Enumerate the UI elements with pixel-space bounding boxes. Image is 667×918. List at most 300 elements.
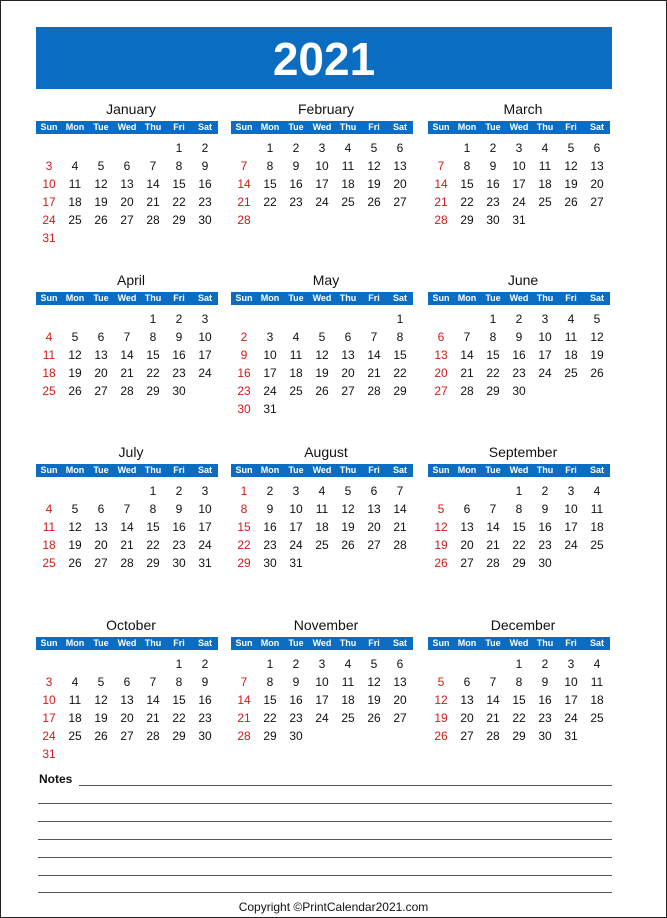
day-cell: 8 [266, 675, 274, 689]
notes-line [38, 857, 612, 858]
day-cell: 2 [201, 141, 209, 155]
day-cell: 30 [538, 556, 552, 570]
weekday-label: Wed [509, 293, 529, 303]
day-cell: 16 [172, 520, 186, 534]
day-cell: 3 [201, 484, 209, 498]
day-cell: 25 [590, 538, 604, 552]
day-cell: 20 [94, 538, 108, 552]
empty-cell [428, 482, 454, 500]
day-cell: 25 [564, 366, 578, 380]
day-cell: 8 [149, 330, 157, 344]
day-cell: 16 [538, 693, 552, 707]
weekday-label: Wed [312, 465, 332, 475]
day-cell: 13 [460, 520, 474, 534]
day-cell: 25 [590, 711, 604, 725]
day-cell: 16 [172, 348, 186, 362]
day-cell: 9 [201, 675, 209, 689]
weekday-header [231, 121, 413, 134]
day-cell: 12 [94, 693, 108, 707]
day-cell: 19 [367, 177, 381, 191]
day-cell: 23 [172, 366, 186, 380]
day-cell: 22 [237, 538, 251, 552]
day-cell: 26 [68, 384, 82, 398]
days-grid [36, 482, 218, 572]
day-cell: 16 [263, 520, 277, 534]
day-cell: 10 [263, 348, 277, 362]
empty-cell [480, 482, 506, 500]
day-cell: 21 [120, 366, 134, 380]
days-grid [231, 482, 413, 572]
day-cell: 22 [146, 366, 160, 380]
weekday-label: Tue [288, 638, 304, 648]
notes-line [38, 892, 612, 893]
month-october [36, 616, 218, 763]
weekday-label: Fri [565, 293, 577, 303]
weekday-label: Fri [368, 465, 380, 475]
day-cell: 31 [42, 231, 56, 245]
day-cell: 19 [434, 711, 448, 725]
day-cell: 26 [94, 729, 108, 743]
day-cell: 8 [175, 159, 183, 173]
day-cell: 24 [315, 195, 329, 209]
day-cell: 28 [367, 384, 381, 398]
empty-cell [62, 139, 88, 157]
day-cell: 9 [515, 330, 523, 344]
month-title: March [503, 101, 543, 117]
day-cell: 12 [367, 159, 381, 173]
day-cell: 7 [396, 484, 404, 498]
day-cell: 1 [149, 312, 157, 326]
notes-line [79, 785, 612, 786]
day-cell: 10 [198, 502, 212, 516]
day-cell: 28 [393, 538, 407, 552]
day-cell: 6 [396, 141, 404, 155]
day-cell: 27 [120, 729, 134, 743]
weekday-header [231, 637, 413, 650]
day-cell: 8 [240, 502, 248, 516]
day-cell: 9 [175, 502, 183, 516]
day-cell: 22 [512, 711, 526, 725]
weekday-label: Mon [65, 293, 85, 303]
days-grid [231, 310, 413, 418]
day-cell: 2 [201, 657, 209, 671]
day-cell: 19 [68, 538, 82, 552]
day-cell: 11 [564, 330, 578, 344]
day-cell: 4 [71, 159, 79, 173]
days-grid [428, 655, 610, 745]
day-cell: 25 [68, 213, 82, 227]
day-cell: 30 [198, 729, 212, 743]
day-cell: 15 [512, 520, 526, 534]
day-cell: 24 [198, 538, 212, 552]
weekday-label: Sat [589, 638, 604, 648]
day-cell: 3 [318, 141, 326, 155]
day-cell: 3 [567, 657, 575, 671]
day-cell: 2 [489, 141, 497, 155]
year-title: 2021 [272, 33, 376, 85]
day-cell: 24 [42, 729, 56, 743]
day-cell: 9 [266, 502, 274, 516]
empty-cell [114, 482, 140, 500]
notes-line [38, 839, 612, 840]
copyright-footer: Copyright ©PrintCalendar2021.com [238, 900, 429, 914]
day-cell: 10 [42, 693, 56, 707]
day-cell: 20 [393, 693, 407, 707]
day-cell: 26 [367, 195, 381, 209]
day-cell: 19 [341, 520, 355, 534]
days-grid [231, 655, 413, 745]
weekday-label: Sat [589, 465, 604, 475]
day-cell: 9 [201, 159, 209, 173]
day-cell: 19 [315, 366, 329, 380]
month-february [231, 100, 413, 229]
day-cell: 31 [564, 729, 578, 743]
day-cell: 14 [146, 693, 160, 707]
weekday-label: Sat [589, 293, 604, 303]
weekday-label: Wed [117, 465, 137, 475]
empty-cell [454, 655, 480, 673]
day-cell: 12 [68, 520, 82, 534]
day-cell: 28 [237, 729, 251, 743]
days-grid [36, 655, 218, 763]
month-title: July [118, 444, 144, 460]
weekday-label: Sat [197, 293, 212, 303]
notes-line [38, 875, 612, 876]
day-cell: 21 [393, 520, 407, 534]
day-cell: 20 [393, 177, 407, 191]
weekday-header [231, 464, 413, 477]
notes-line [38, 803, 612, 804]
day-cell: 10 [564, 502, 578, 516]
day-cell: 18 [42, 366, 56, 380]
weekday-label: Mon [457, 638, 477, 648]
weekday-label: Fri [368, 122, 380, 132]
notes-label: Notes [39, 772, 73, 786]
day-cell: 17 [564, 520, 578, 534]
day-cell: 20 [460, 538, 474, 552]
day-cell: 3 [515, 141, 523, 155]
weekday-label: Fri [173, 465, 185, 475]
day-cell: 12 [341, 502, 355, 516]
day-cell: 15 [263, 693, 277, 707]
weekday-label: Tue [93, 293, 109, 303]
weekday-label: Sat [197, 638, 212, 648]
day-cell: 3 [266, 330, 274, 344]
day-cell: 26 [367, 711, 381, 725]
day-cell: 11 [315, 502, 329, 516]
day-cell: 6 [344, 330, 352, 344]
weekday-label: Sat [197, 465, 212, 475]
day-cell: 16 [486, 177, 500, 191]
weekday-label: Mon [260, 293, 280, 303]
weekday-label: Fri [173, 122, 185, 132]
day-cell: 22 [512, 538, 526, 552]
day-cell: 12 [434, 520, 448, 534]
day-cell: 28 [146, 729, 160, 743]
day-cell: 12 [564, 159, 578, 173]
day-cell: 20 [120, 711, 134, 725]
day-cell: 12 [68, 348, 82, 362]
weekday-label: Sun [432, 293, 450, 303]
day-cell: 20 [94, 366, 108, 380]
day-cell: 14 [146, 177, 160, 191]
day-cell: 21 [146, 711, 160, 725]
day-cell: 17 [289, 520, 303, 534]
day-cell: 31 [198, 556, 212, 570]
weekday-label: Wed [117, 122, 137, 132]
day-cell: 23 [237, 384, 251, 398]
day-cell: 6 [463, 502, 471, 516]
day-cell: 28 [486, 729, 500, 743]
day-cell: 3 [45, 159, 53, 173]
day-cell: 11 [68, 693, 82, 707]
day-cell: 5 [437, 502, 445, 516]
empty-cell [231, 310, 257, 328]
day-cell: 7 [240, 675, 248, 689]
day-cell: 27 [341, 384, 355, 398]
day-cell: 17 [512, 177, 526, 191]
day-cell: 11 [42, 348, 56, 362]
day-cell: 13 [341, 348, 355, 362]
days-grid [428, 482, 610, 572]
day-cell: 14 [120, 348, 134, 362]
day-cell: 7 [149, 675, 157, 689]
day-cell: 12 [590, 330, 604, 344]
day-cell: 11 [590, 502, 604, 516]
day-cell: 1 [175, 141, 183, 155]
day-cell: 29 [486, 384, 500, 398]
day-cell: 13 [94, 348, 108, 362]
day-cell: 3 [541, 312, 549, 326]
day-cell: 10 [289, 502, 303, 516]
weekday-label: Thu [144, 465, 162, 475]
weekday-label: Thu [339, 638, 357, 648]
weekday-label: Sat [392, 465, 407, 475]
day-cell: 18 [68, 195, 82, 209]
day-cell: 4 [593, 484, 601, 498]
day-cell: 25 [341, 195, 355, 209]
day-cell: 11 [341, 675, 355, 689]
weekday-header [428, 637, 610, 650]
day-cell: 14 [120, 520, 134, 534]
weekday-label: Wed [312, 293, 332, 303]
day-cell: 18 [590, 520, 604, 534]
weekday-label: Tue [485, 465, 501, 475]
day-cell: 2 [175, 312, 183, 326]
day-cell: 28 [237, 213, 251, 227]
weekday-label: Sun [40, 465, 58, 475]
day-cell: 13 [120, 693, 134, 707]
empty-cell [62, 655, 88, 673]
day-cell: 7 [123, 502, 131, 516]
day-cell: 2 [292, 141, 300, 155]
day-cell: 19 [434, 538, 448, 552]
day-cell: 28 [120, 384, 134, 398]
weekday-label: Mon [260, 638, 280, 648]
day-cell: 22 [393, 366, 407, 380]
empty-cell [36, 310, 62, 328]
empty-cell [88, 482, 114, 500]
day-cell: 20 [367, 520, 381, 534]
weekday-label: Sat [589, 122, 604, 132]
day-cell: 15 [486, 348, 500, 362]
day-cell: 23 [538, 538, 552, 552]
day-cell: 30 [263, 556, 277, 570]
day-cell: 17 [42, 195, 56, 209]
day-cell: 21 [120, 538, 134, 552]
day-cell: 25 [42, 556, 56, 570]
day-cell: 7 [240, 159, 248, 173]
day-cell: 17 [315, 693, 329, 707]
empty-cell [283, 310, 309, 328]
day-cell: 18 [68, 711, 82, 725]
day-cell: 9 [489, 159, 497, 173]
weekday-label: Sun [40, 638, 58, 648]
weekday-label: Thu [339, 293, 357, 303]
day-cell: 2 [541, 657, 549, 671]
day-cell: 27 [460, 729, 474, 743]
day-cell: 17 [198, 520, 212, 534]
days-grid [36, 310, 218, 400]
day-cell: 26 [434, 729, 448, 743]
day-cell: 16 [237, 366, 251, 380]
weekday-label: Sun [235, 293, 253, 303]
day-cell: 16 [512, 348, 526, 362]
weekday-header [36, 637, 218, 650]
day-cell: 21 [434, 195, 448, 209]
day-cell: 24 [564, 711, 578, 725]
day-cell: 5 [97, 675, 105, 689]
day-cell: 23 [198, 711, 212, 725]
weekday-label: Fri [565, 465, 577, 475]
month-december [428, 616, 610, 745]
day-cell: 8 [515, 675, 523, 689]
weekday-label: Mon [65, 122, 85, 132]
day-cell: 11 [68, 177, 82, 191]
day-cell: 14 [237, 693, 251, 707]
day-cell: 18 [289, 366, 303, 380]
day-cell: 7 [489, 502, 497, 516]
day-cell: 1 [149, 484, 157, 498]
day-cell: 11 [590, 675, 604, 689]
empty-cell [428, 310, 454, 328]
day-cell: 23 [486, 195, 500, 209]
empty-cell [88, 655, 114, 673]
days-grid [428, 139, 610, 229]
day-cell: 8 [463, 159, 471, 173]
day-cell: 7 [463, 330, 471, 344]
day-cell: 17 [315, 177, 329, 191]
day-cell: 26 [434, 556, 448, 570]
weekday-label: Tue [288, 465, 304, 475]
day-cell: 1 [515, 484, 523, 498]
day-cell: 5 [437, 675, 445, 689]
day-cell: 23 [512, 366, 526, 380]
day-cell: 8 [175, 675, 183, 689]
day-cell: 12 [434, 693, 448, 707]
day-cell: 13 [94, 520, 108, 534]
day-cell: 14 [393, 502, 407, 516]
day-cell: 13 [120, 177, 134, 191]
day-cell: 4 [344, 141, 352, 155]
weekday-label: Sun [235, 638, 253, 648]
day-cell: 17 [538, 348, 552, 362]
day-cell: 22 [263, 195, 277, 209]
day-cell: 2 [292, 657, 300, 671]
day-cell: 2 [266, 484, 274, 498]
weekday-label: Mon [260, 122, 280, 132]
day-cell: 28 [434, 213, 448, 227]
weekday-label: Fri [368, 638, 380, 648]
day-cell: 4 [45, 330, 53, 344]
day-cell: 6 [463, 675, 471, 689]
weekday-label: Sun [432, 122, 450, 132]
empty-cell [114, 655, 140, 673]
day-cell: 26 [564, 195, 578, 209]
day-cell: 9 [541, 675, 549, 689]
day-cell: 27 [367, 538, 381, 552]
day-cell: 30 [172, 556, 186, 570]
day-cell: 17 [564, 693, 578, 707]
weekday-header [428, 292, 610, 305]
day-cell: 1 [396, 312, 404, 326]
weekday-header [36, 464, 218, 477]
day-cell: 27 [460, 556, 474, 570]
weekday-label: Tue [93, 638, 109, 648]
day-cell: 30 [172, 384, 186, 398]
month-title: October [106, 617, 156, 633]
weekday-label: Mon [65, 465, 85, 475]
empty-cell [114, 139, 140, 157]
empty-cell [36, 482, 62, 500]
day-cell: 10 [315, 159, 329, 173]
weekday-label: Fri [565, 638, 577, 648]
day-cell: 9 [240, 348, 248, 362]
day-cell: 10 [564, 675, 578, 689]
day-cell: 15 [172, 177, 186, 191]
month-title: May [312, 272, 340, 288]
day-cell: 16 [289, 693, 303, 707]
day-cell: 29 [146, 384, 160, 398]
weekday-label: Thu [536, 638, 554, 648]
day-cell: 1 [515, 657, 523, 671]
day-cell: 7 [370, 330, 378, 344]
day-cell: 27 [94, 384, 108, 398]
month-title: November [293, 617, 359, 633]
empty-cell [309, 310, 335, 328]
day-cell: 23 [263, 538, 277, 552]
empty-cell [335, 310, 361, 328]
day-cell: 28 [120, 556, 134, 570]
day-cell: 29 [263, 729, 277, 743]
day-cell: 12 [367, 675, 381, 689]
day-cell: 7 [149, 159, 157, 173]
day-cell: 23 [198, 195, 212, 209]
day-cell: 30 [512, 384, 526, 398]
weekday-label: Mon [65, 638, 85, 648]
day-cell: 25 [538, 195, 552, 209]
weekday-label: Thu [536, 122, 554, 132]
day-cell: 23 [289, 195, 303, 209]
day-cell: 1 [240, 484, 248, 498]
day-cell: 22 [460, 195, 474, 209]
day-cell: 4 [593, 657, 601, 671]
weekday-label: Mon [457, 293, 477, 303]
weekday-label: Fri [368, 293, 380, 303]
empty-cell [36, 139, 62, 157]
day-cell: 23 [289, 711, 303, 725]
day-cell: 23 [538, 711, 552, 725]
